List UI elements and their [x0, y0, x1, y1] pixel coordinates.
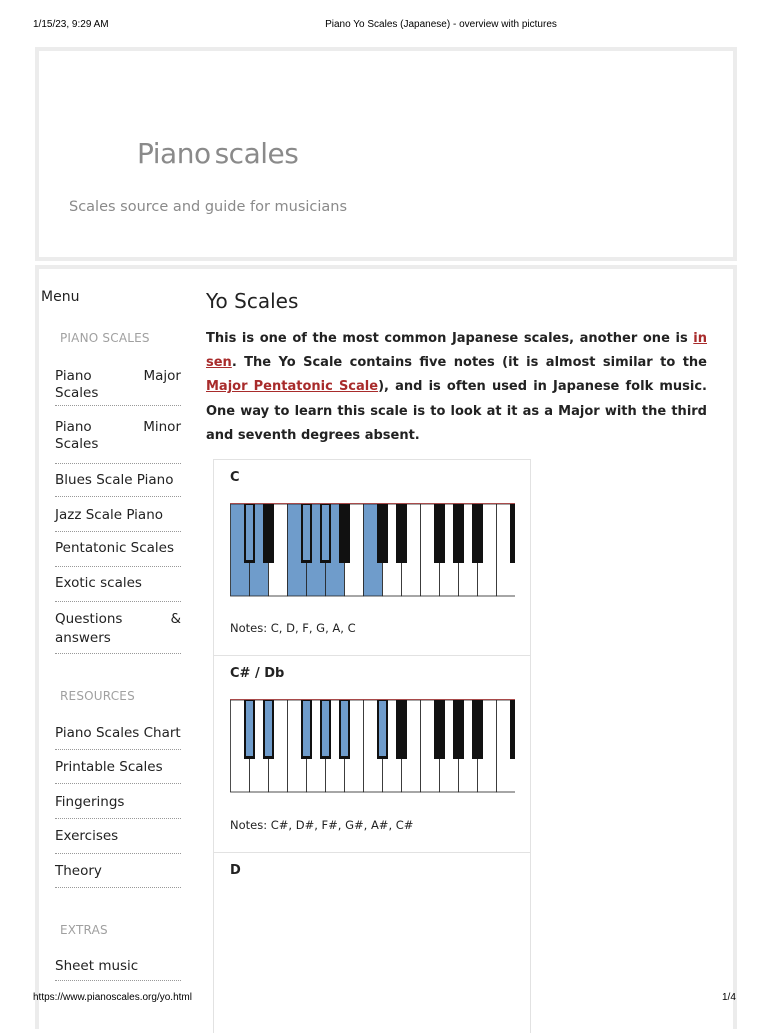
nav-pentatonic-scales[interactable]: Pentatonic Scales	[55, 540, 181, 567]
menu-label[interactable]: Menu	[41, 289, 80, 305]
intro-text-1: This is one of the most common Japanese scales, another one is	[206, 331, 694, 346]
site-header	[35, 47, 737, 261]
keyboard-diagram	[230, 503, 515, 598]
section-heading-piano-scales: PIANO SCALES	[60, 331, 150, 345]
intro-text-2: . The Yo Scale contains five notes (it is almost similar to the	[231, 355, 707, 371]
black-key-highlight-fill	[303, 701, 310, 756]
black-key	[434, 700, 445, 759]
intro-paragraph	[206, 327, 707, 448]
link-major-pentatonic-scale[interactable]: Major Pentatonic Scale	[206, 379, 379, 395]
black-key-highlight-fill	[341, 701, 348, 756]
black-key	[339, 504, 350, 563]
black-key	[396, 504, 407, 563]
page-title: Yo Scales	[206, 289, 299, 313]
black-key	[434, 504, 445, 563]
black-key	[396, 700, 407, 759]
black-key	[453, 700, 464, 759]
nav-exotic-scales[interactable]: Exotic scales	[55, 575, 181, 602]
scale-card-c	[213, 459, 531, 656]
black-key-highlight-fill	[379, 701, 386, 756]
scale-notes: Notes: C, D, F, G, A, C	[230, 621, 356, 635]
logo-part-scales: scales	[214, 137, 299, 170]
black-key	[472, 700, 483, 759]
black-key	[377, 504, 388, 563]
section-heading-extras: EXTRAS	[60, 923, 108, 937]
black-key-highlight-fill	[322, 701, 329, 756]
nav-piano-scales-chart[interactable]: Piano Scales Chart	[55, 725, 181, 750]
scale-notes: Notes: C#, D#, F#, G#, A#, C#	[230, 818, 414, 832]
black-key-highlight-fill	[303, 505, 310, 560]
site-logo[interactable]	[137, 137, 298, 170]
nav-piano-major-scales[interactable]: Piano Major Scales	[55, 368, 181, 406]
nav-jazz-scale-piano[interactable]: Jazz Scale Piano	[55, 507, 181, 532]
print-url: https://www.pianoscales.org/yo.html	[33, 992, 192, 1003]
black-key-highlight-fill	[265, 701, 272, 756]
nav-fingerings[interactable]: Fingerings	[55, 794, 181, 819]
scale-card-c-sharp	[213, 655, 531, 853]
intro-text-3: ), and is often used in Japanese folk music. One way to learn this scale is to look at it as a Major with the third and seventh degrees absent.	[206, 379, 707, 443]
scale-name: D	[230, 863, 241, 878]
nav-piano-minor-scales[interactable]: Piano Minor Scales	[55, 419, 181, 464]
nav-sheet-music[interactable]: Sheet music	[55, 958, 181, 981]
nav-printable-scales[interactable]: Printable Scales	[55, 759, 181, 784]
print-datetime: 1/15/23, 9:29 AM	[33, 19, 109, 30]
nav-questions-answers[interactable]: Questions & answers	[55, 610, 181, 654]
print-title: Piano Yo Scales (Japanese) - overview with pictures	[325, 19, 557, 30]
logo-part-piano: Piano	[137, 137, 211, 170]
black-key	[263, 504, 274, 563]
black-key	[472, 504, 483, 563]
scale-card-d	[213, 852, 531, 1033]
black-key-highlight-fill	[246, 701, 253, 756]
nav-blues-scale-piano[interactable]: Blues Scale Piano	[55, 472, 181, 497]
site-tagline: Scales source and guide for musicians	[69, 199, 348, 215]
scale-name: C# / Db	[230, 666, 285, 681]
nav-exercises[interactable]: Exercises	[55, 828, 181, 854]
black-key	[510, 700, 515, 759]
section-heading-resources: RESOURCES	[60, 689, 135, 703]
scale-name: C	[230, 470, 240, 485]
keyboard-diagram	[230, 699, 515, 794]
black-key-highlight-fill	[322, 505, 329, 560]
print-page-number: 1/4	[722, 992, 736, 1003]
link-in-sen[interactable]: in sen	[206, 331, 707, 371]
black-key	[453, 504, 464, 563]
black-key-highlight-fill	[246, 505, 253, 560]
print-header	[0, 0, 768, 40]
black-key	[510, 504, 515, 563]
nav-theory[interactable]: Theory	[55, 863, 181, 888]
